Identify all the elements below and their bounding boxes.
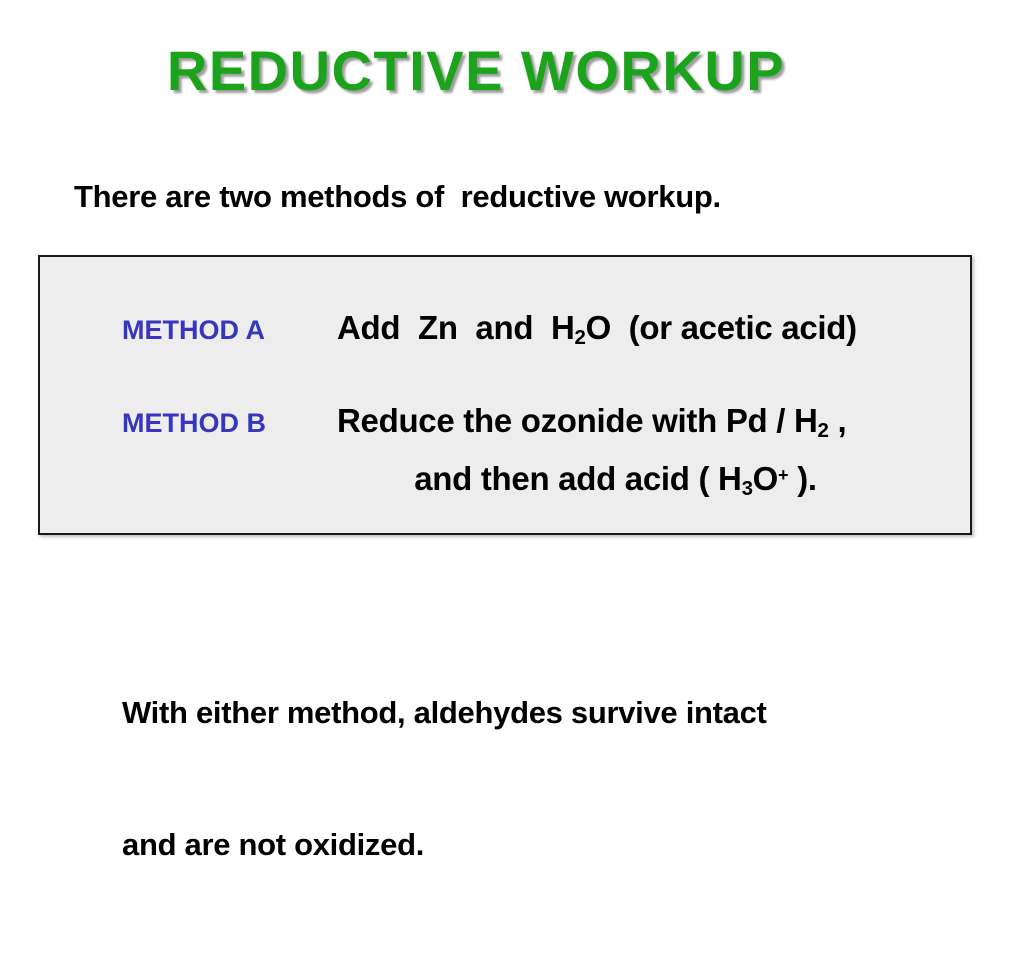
method-b-label: METHOD B	[122, 408, 266, 438]
intro-text: There are two methods of reductive workup.	[74, 179, 721, 214]
slide-title: REDUCTIVE WORKUP	[166, 39, 786, 102]
method-text-line: Add Zn and H2O (or acetic acid)	[337, 309, 857, 350]
method-text-line: Reduce the ozonide with Pd / H2 ,	[337, 402, 847, 443]
footer-line-2: and are not oxidized.	[122, 827, 425, 862]
method-b-text	[337, 398, 954, 511]
methods-box	[38, 255, 972, 535]
footer-line-1: With either method, aldehydes survive intact	[122, 695, 767, 730]
method-text-line: and then add acid ( H3O+ ).	[414, 460, 817, 501]
method-a-text	[337, 305, 954, 360]
method-b-row	[122, 398, 954, 511]
method-a-row	[122, 305, 954, 360]
method-a-label: METHOD A	[122, 315, 265, 345]
footer-text	[122, 603, 767, 955]
